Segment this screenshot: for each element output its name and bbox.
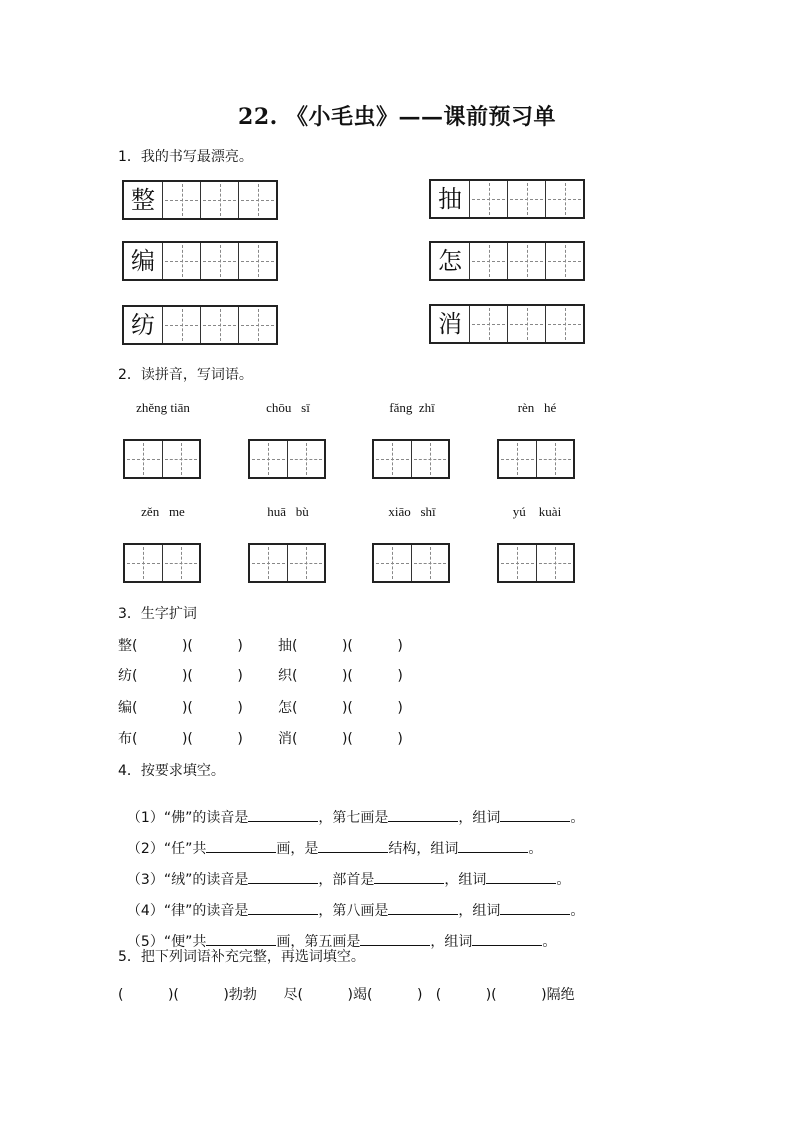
answer-grid[interactable] — [248, 543, 326, 583]
pinyin-item-5 — [123, 504, 203, 583]
practice-row-6 — [429, 304, 585, 344]
writing-cell[interactable] — [200, 182, 238, 218]
fill-blank-item-4: （4）“律”的读音是 ，第八画是 ，组词 。 — [118, 884, 584, 920]
practice-row-2 — [429, 179, 585, 219]
writing-cell[interactable] — [469, 181, 507, 217]
pinyin-item-1 — [123, 400, 203, 479]
pinyin-item-8 — [497, 504, 577, 583]
fill-blank-item-2: （2）“任”共 画，是 结构，组词 。 — [118, 822, 542, 858]
pinyin-item-2 — [248, 400, 328, 479]
writing-cell[interactable] — [507, 243, 545, 279]
blank-input[interactable] — [388, 900, 458, 915]
blank-input[interactable] — [248, 807, 318, 822]
blank-input[interactable] — [472, 931, 542, 946]
writing-cell[interactable] — [238, 182, 276, 218]
answer-grid[interactable] — [123, 543, 201, 583]
answer-grid[interactable] — [372, 439, 450, 479]
expand-word-line[interactable]: 整( )( ) — [118, 638, 243, 654]
expand-word-line[interactable]: 消( )( ) — [278, 731, 403, 747]
writing-cell[interactable] — [545, 243, 583, 279]
answer-grid[interactable] — [123, 439, 201, 479]
answer-grid[interactable] — [497, 543, 575, 583]
pinyin-text: zěn me — [141, 504, 185, 519]
writing-cell[interactable] — [469, 243, 507, 279]
expand-word-line[interactable]: 编( )( ) — [118, 700, 243, 716]
writing-cell[interactable] — [545, 306, 583, 342]
practice-char-cell: 消 — [438, 310, 462, 338]
writing-cell[interactable] — [507, 181, 545, 217]
pinyin-text: rèn hé — [517, 400, 557, 415]
expand-word-line[interactable]: 布( )( ) — [118, 731, 243, 747]
blank-input[interactable] — [500, 900, 570, 915]
pinyin-text: chōu sī — [266, 400, 310, 415]
blank-input[interactable] — [206, 931, 276, 946]
practice-row-1 — [122, 180, 278, 220]
writing-cell[interactable] — [200, 307, 238, 343]
blank-input[interactable] — [374, 869, 444, 884]
pinyin-text: xiāo shī — [388, 504, 436, 519]
fill-blank-item-5: （5）“便”共 画，第五画是 ，组词 。 — [118, 915, 556, 951]
expand-word-line[interactable]: 怎( )( ) — [278, 700, 403, 716]
practice-char-cell: 整 — [131, 186, 155, 214]
blank-input[interactable] — [500, 807, 570, 822]
writing-cell[interactable] — [200, 243, 238, 279]
blank-input[interactable] — [318, 838, 388, 853]
blank-input[interactable] — [458, 838, 528, 853]
writing-cell[interactable] — [162, 243, 200, 279]
writing-cell[interactable] — [162, 182, 200, 218]
pinyin-item-6 — [248, 504, 328, 583]
q1-label: 1．我的书写最漂亮。 — [118, 149, 253, 165]
expand-word-line[interactable]: 纺( )( ) — [118, 668, 243, 684]
q5-label: 5．把下列词语补充完整，再选词填空。 — [118, 949, 365, 965]
blank-input[interactable] — [360, 931, 430, 946]
practice-row-4 — [429, 241, 585, 281]
practice-char-cell: 纺 — [131, 311, 155, 339]
q4-label: 4．按要求填空。 — [118, 763, 225, 779]
answer-grid[interactable] — [248, 439, 326, 479]
q3-label: 3．生字扩词 — [118, 606, 197, 622]
writing-cell[interactable] — [507, 306, 545, 342]
q2-label: 2．读拼音，写词语。 — [118, 367, 253, 383]
fill-blank-item-1: （1）“佛”的读音是 ，第七画是 ，组词 。 — [118, 791, 584, 827]
writing-cell[interactable] — [469, 306, 507, 342]
expand-word-line[interactable]: 织( )( ) — [278, 668, 403, 684]
pinyin-item-3 — [372, 400, 452, 479]
writing-cell[interactable] — [238, 307, 276, 343]
practice-char-cell: 编 — [131, 247, 155, 275]
pinyin-item-7 — [372, 504, 452, 583]
page-title: 22. 《小毛虫》——课前预习单 — [238, 104, 556, 130]
expand-word-line[interactable]: 抽( )( ) — [278, 638, 403, 654]
writing-cell[interactable] — [545, 181, 583, 217]
pinyin-text: yú kuài — [512, 504, 562, 519]
pinyin-text: fǎng zhī — [389, 400, 435, 415]
practice-char-cell: 抽 — [438, 185, 462, 213]
practice-row-5 — [122, 305, 278, 345]
fill-blank-item-3: （3）“绒”的读音是 ，部首是 ，组词 。 — [118, 853, 570, 889]
writing-cell[interactable] — [238, 243, 276, 279]
writing-cell[interactable] — [162, 307, 200, 343]
answer-grid[interactable] — [497, 439, 575, 479]
blank-input[interactable] — [388, 807, 458, 822]
practice-char-cell: 怎 — [438, 247, 462, 275]
blank-input[interactable] — [248, 869, 318, 884]
blank-input[interactable] — [206, 838, 276, 853]
pinyin-text: huā bù — [267, 504, 309, 519]
practice-row-3 — [122, 241, 278, 281]
pinyin-text: zhěng tiān — [136, 400, 190, 415]
blank-input[interactable] — [486, 869, 556, 884]
idiom-fill-line[interactable]: ( )( )勃勃 尽( )竭( ) ( )( )隔绝 — [118, 987, 575, 1003]
blank-input[interactable] — [248, 900, 318, 915]
pinyin-item-4 — [497, 400, 577, 479]
answer-grid[interactable] — [372, 543, 450, 583]
